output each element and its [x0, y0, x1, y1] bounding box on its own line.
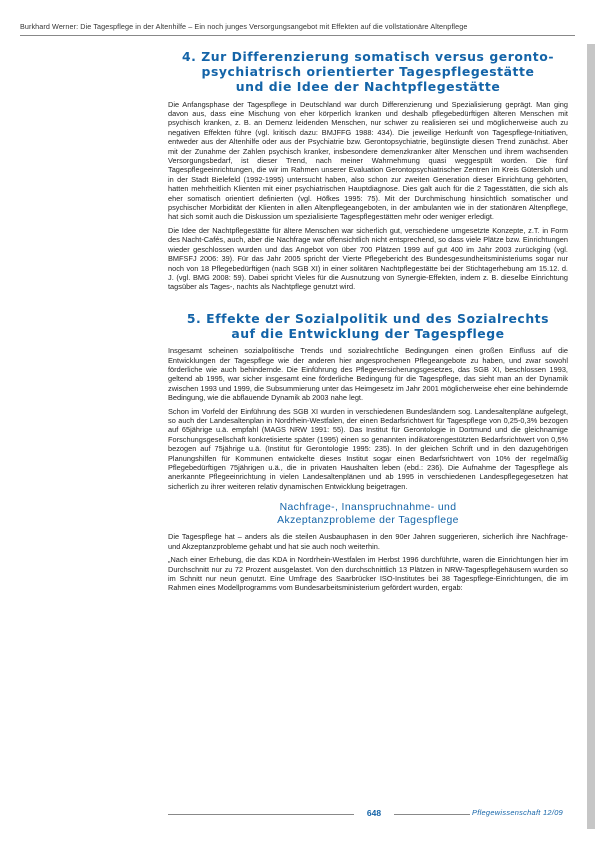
- section-5-heading-line: auf die Entwicklung der Tagespflege: [231, 325, 505, 341]
- page-edge-bar: [587, 44, 595, 829]
- footer-rule-left: [168, 814, 354, 815]
- section-5-paragraph-1: Insgesamt scheinen sozialpolitische Trends und sozialrechtliche Bedingungen einen großen Einfluss auf die Entwicklungen der Tagespflege wie der anderen hier angesprochenen Pflegeangebote zu haben, und zwar sowohl förderliche wie auch behindernde. Die Einführung des Pflegeversicherungsgesetzes, das SGB XI, beschlossen 1993, geltend ab 1995, war sicher insgesamt eine förderliche Bedingung für die Tagespflege, das sieht man an der Dynamik zwischen 1993 und 1999, die Subsummierung unter das Heimgesetz im Jahr 2001 möglicherweise eher eine behindernde Bedingung, wie die abflauende Dynamik ab 2003 nahe legt.: [168, 346, 568, 403]
- section-4-heading-line: 4. Zur Differenzierung somatisch versus geronto-: [181, 49, 555, 64]
- section-4-heading: [168, 49, 568, 95]
- running-head: Burkhard Werner: Die Tagespflege in der Altenhilfe – Ein noch junges Versorgungsangebot mit Effekten auf die vollstationäre Altenpflege: [20, 22, 575, 36]
- footer-rule-right: [394, 814, 470, 815]
- section-5-heading: [168, 311, 568, 341]
- section-4-paragraph-1: Die Anfangsphase der Tagespflege in Deutschland war durch Differenzierung und Spezialisierung geprägt. Man ging davon aus, dass eine Mischung von eher körperlich kranken und deshalb pflegebedürftigen älteren Menschen mit psychisch kranken, z. B. an Demenz leidenden Menschen, nur schwer zu realisieren sei und möglicherweise auch zu negativen Effekten führe (vgl. kritisch dazu: BMJFFG 1988: 434). Die jeweilige Herkunft von Tagespflege-Initiativen, entweder aus der Altenhilfe oder aus der Psychiatrie bzw. Gerontopsychiatrie, begünstigte diesen Trend zunächst. Aber mit der Zunahme der Zahlen psychisch kranker, insbesondere demenzkranker älter Menschen und ihrem wachsenden Versorgungsbedarf, ist dieser Trend, nach meiner Wahrnehmung quasi weggespült worden. Die fünf Tagespflegeeinrichtungen, die wir im Rahmen unserer Evaluation Gerontopsychiatrischer Zentren im Kreis Gütersloh und in der Stadt Bielefeld (1992-1995) untersucht haben, also schon zur zweiten Generation dieser Einrichtung gehörten, hatten mehrheitlich Klienten mit einer psychiatrischen Hauptdiagnose. Dies galt auch für die 2 Tagesstätten, die sich als eher somatisch orientiert definierten (vgl. Höfkes 1995: 75). Mit der Durchmischung hinsichtlich somatischer und psychischer Morbidität der Klienten in allen Altenpflegeangeboten, in der ambulanten wie in der stationären Altenpflege, hat sich somit auch die Diskussion um spezialisierte Tagespflegestätten mehr oder weniger erledigt.: [168, 99, 568, 222]
- section-4-heading-line: psychiatrisch orientierter Tagespflegestätte: [201, 64, 535, 80]
- subsection-heading: [168, 502, 568, 527]
- subsection-heading-line: Nachfrage-, Inanspruchnahme- und: [279, 502, 457, 514]
- subsection-paragraph-2: „Nach einer Erhebung, die das KDA in Nordrhein-Westfalen im Herbst 1996 durchführte, waren die Einrichtungen hier im Durchschnitt nur zu 72 Prozent ausgelastet. Von den durchschnittlich 13 Plätzen in NRW-Tagespflegehäusern wurden so im Schnitt nur neun genutzt. Eine Umfrage des Saarbrücker ISO-Institutes bei 38 Tagespflege-Einrichtungen, die im Rahmen eines Modellprogramms vom Bundesarbeitsministerium gefördert wurden, ergab:: [168, 555, 568, 593]
- section-4-heading-line: und die Idee der Nachtpflegestätte: [235, 79, 501, 95]
- article-body: [168, 49, 568, 597]
- subsection-heading-line: Akzeptanzprobleme der Tagespflege: [277, 514, 459, 526]
- page-number: 648: [366, 808, 382, 818]
- section-4-paragraph-2: Die Idee der Nachtpflegestätte für ältere Menschen war sicherlich gut, verschiedene umgesetzte Konzepte, z.T. in Form des Nacht-Cafés, auch, aber die Nachfrage war offensichtlich nicht entsprechend, so dass viele Plätze bzw. Einrichtungen wieder geschlossen wurden und das Angebot von über 700 Plätzen 1999 auf gut 400 im Jahr 2003 zurückging (vgl. BMFSFJ 2006: 39). Für das Jahr 2005 spricht der Vierte Pflegebericht des Bundesgesundheitsministeriums sogar nur noch von 18 Pflegebedürftigen (nach SGB XI) in einer solitären Nachtpflegestätte bei der Stichtagerhebung am 15.12. d. J. (vgl. BMG 2008: 59). Dabei spricht Vieles für die Ausnutzung von Synergie-Effekten, indem z. B. dieselbe Einrichtung tagsüber als Tages-, nachts als Nachtpflege genutzt wird.: [168, 225, 568, 292]
- subsection-paragraph-1: Die Tagespflege hat – anders als die steilen Ausbauphasen in den 90er Jahren suggerieren, sicherlich ihre Nachfrage- und Akzeptanzprobleme gehabt und hat sie auch noch weiterhin.: [168, 532, 568, 551]
- section-5-paragraph-2: Schon im Vorfeld der Einführung des SGB XI wurden in verschiedenen Bundesländern sog. Landesaltenpläne aufgelegt, so auch der Landesaltenplan in Nordrhein-Westfalen, der einen Bedarfsrichtwert für Tagespflege von 0,25-0,3% bezogen auf 65jährige u.ä. empfahl (MAGS NRW 1991: 55). Das Institut für Gerontologie in Dortmund und die gleichnamige Forschungsgesellschaft konkretisierte später (1995) einen so genannten indikatorengestützten Bedarfsrichtwert von 0,5% bezogen auf 75jährige u.ä. (Institut für Gerontologie 1995: 235). In der gleichen Schrift und in den dazugehörigen Planungshilfen für Kommunen entwickelte dieses Institut sogar einen Bedarfsrichtwert von 10% der regelmäßig Pflegebedürftigen 75jährigen u.ä., die in privaten Haushalten leben (ebd.: 236). Die Aufnahme der Tagespflege als anerkannte Pflegeeinrichtung in vielen Landesaltenplänen und ab 1995 in verschiedenen Landespflegegesetzen hat sicherlich zu ihrer weiteren relativ dynamischen Entwicklung beigetragen.: [168, 406, 568, 491]
- journal-name: Pflegewissenschaft 12/09: [472, 808, 564, 817]
- section-5-heading-line: 5. Effekte der Sozialpolitik und des Sozialrechts: [186, 310, 550, 326]
